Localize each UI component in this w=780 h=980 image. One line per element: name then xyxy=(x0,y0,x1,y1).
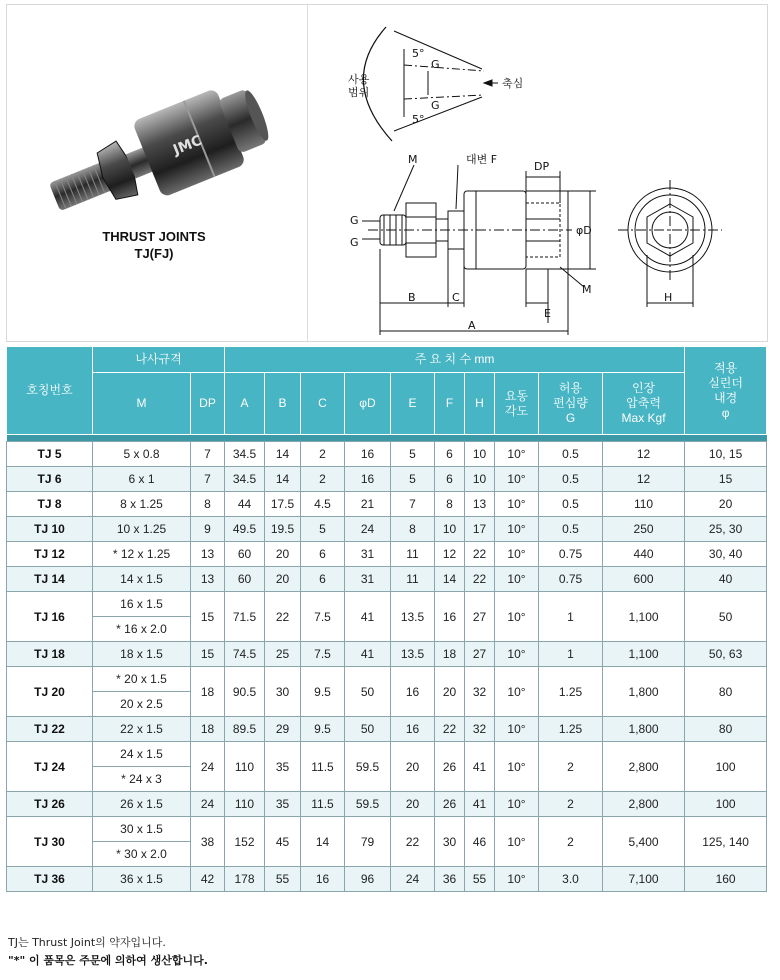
cell-m: * 16 x 2.0 xyxy=(93,617,191,642)
table-row xyxy=(7,467,767,492)
product-photo-panel xyxy=(7,5,308,341)
cell-load: 600 xyxy=(603,567,685,592)
cell-m: 6 x 1 xyxy=(93,467,191,492)
table-row xyxy=(7,742,767,767)
cell-model: TJ 5 xyxy=(7,442,93,467)
cell-e: 22 xyxy=(391,817,435,867)
cell-f: 8 xyxy=(435,492,465,517)
cell-f: 26 xyxy=(435,792,465,817)
header-f: F xyxy=(435,373,465,435)
cell-dp: 7 xyxy=(191,467,225,492)
cell-h: 46 xyxy=(465,817,495,867)
cell-ang: 10° xyxy=(495,792,539,817)
cell-f: 14 xyxy=(435,567,465,592)
cell-load: 440 xyxy=(603,542,685,567)
cell-dp: 18 xyxy=(191,667,225,717)
table-row xyxy=(7,442,767,467)
cell-m: 18 x 1.5 xyxy=(93,642,191,667)
footnote-abbreviation: TJ는 Thrust Joint의 약자입니다. xyxy=(8,936,166,949)
cell-c: 7.5 xyxy=(301,642,345,667)
label-e: E xyxy=(544,307,551,320)
cell-g: 2 xyxy=(539,742,603,792)
cell-load: 250 xyxy=(603,517,685,542)
cell-e: 16 xyxy=(391,717,435,742)
cell-b: 20 xyxy=(265,542,301,567)
cell-load: 1,100 xyxy=(603,642,685,667)
cell-e: 11 xyxy=(391,567,435,592)
cell-dp: 15 xyxy=(191,642,225,667)
cell-e: 11 xyxy=(391,542,435,567)
label-b: B xyxy=(408,291,416,304)
table-row xyxy=(7,642,767,667)
cell-c: 4.5 xyxy=(301,492,345,517)
cell-f: 26 xyxy=(435,742,465,792)
cell-d: 16 xyxy=(345,442,391,467)
cell-dp: 24 xyxy=(191,792,225,817)
cell-a: 49.5 xyxy=(225,517,265,542)
cell-load: 5,400 xyxy=(603,817,685,867)
cell-f: 36 xyxy=(435,867,465,892)
cell-cyl: 30, 40 xyxy=(685,542,767,567)
header-dims: 주 요 치 수 mm xyxy=(225,347,685,373)
table-row xyxy=(7,542,767,567)
header-model: 호칭번호 xyxy=(7,347,93,435)
header-b: B xyxy=(265,373,301,435)
cell-g: 0.5 xyxy=(539,467,603,492)
cell-ang: 10° xyxy=(495,592,539,642)
cell-load: 2,800 xyxy=(603,742,685,792)
cell-e: 13.5 xyxy=(391,642,435,667)
cell-g: 2 xyxy=(539,817,603,867)
cell-dp: 8 xyxy=(191,492,225,517)
cell-a: 60 xyxy=(225,542,265,567)
cell-c: 7.5 xyxy=(301,592,345,642)
cell-b: 45 xyxy=(265,817,301,867)
label-m: M xyxy=(408,153,418,166)
cell-c: 14 xyxy=(301,817,345,867)
cell-f: 6 xyxy=(435,467,465,492)
cell-cyl: 15 xyxy=(685,467,767,492)
header-c: C xyxy=(301,373,345,435)
cell-load: 1,800 xyxy=(603,717,685,742)
cell-c: 11.5 xyxy=(301,792,345,817)
cell-a: 152 xyxy=(225,817,265,867)
cell-a: 178 xyxy=(225,867,265,892)
cell-d: 59.5 xyxy=(345,742,391,792)
cell-f: 20 xyxy=(435,667,465,717)
cell-ang: 10° xyxy=(495,717,539,742)
cell-c: 6 xyxy=(301,567,345,592)
spec-table xyxy=(6,346,767,892)
cell-m: 24 x 1.5 xyxy=(93,742,191,767)
table-row xyxy=(7,867,767,892)
cell-b: 19.5 xyxy=(265,517,301,542)
cell-h: 22 xyxy=(465,542,495,567)
cell-model: TJ 36 xyxy=(7,867,93,892)
cell-cyl: 50 xyxy=(685,592,767,642)
cell-model: TJ 20 xyxy=(7,667,93,717)
cell-h: 17 xyxy=(465,517,495,542)
cell-model: TJ 14 xyxy=(7,567,93,592)
cell-load: 2,800 xyxy=(603,792,685,817)
cell-ang: 10° xyxy=(495,467,539,492)
cell-h: 32 xyxy=(465,717,495,742)
cell-model: TJ 12 xyxy=(7,542,93,567)
cell-model: TJ 16 xyxy=(7,592,93,642)
cell-b: 30 xyxy=(265,667,301,717)
cell-m: 20 x 2.5 xyxy=(93,692,191,717)
cell-load: 1,100 xyxy=(603,592,685,642)
cell-model: TJ 10 xyxy=(7,517,93,542)
cell-ang: 10° xyxy=(495,567,539,592)
table-row xyxy=(7,567,767,592)
cell-g: 0.5 xyxy=(539,517,603,542)
cell-dp: 9 xyxy=(191,517,225,542)
cell-h: 10 xyxy=(465,442,495,467)
header-e: E xyxy=(391,373,435,435)
cell-a: 110 xyxy=(225,792,265,817)
cell-a: 110 xyxy=(225,742,265,792)
brand-mark: JMC xyxy=(171,132,205,159)
label-dp: DP xyxy=(534,160,550,173)
label-axis: 축심 xyxy=(502,77,524,90)
thrust-joint-photo xyxy=(7,5,307,341)
cell-m: * 30 x 2.0 xyxy=(93,842,191,867)
cell-ang: 10° xyxy=(495,817,539,867)
cell-d: 79 xyxy=(345,817,391,867)
cell-load: 7,100 xyxy=(603,867,685,892)
table-row xyxy=(7,792,767,817)
cell-e: 20 xyxy=(391,742,435,792)
cell-dp: 13 xyxy=(191,567,225,592)
cell-b: 14 xyxy=(265,442,301,467)
cell-f: 18 xyxy=(435,642,465,667)
cell-c: 6 xyxy=(301,542,345,567)
cell-m: 26 x 1.5 xyxy=(93,792,191,817)
cell-c: 9.5 xyxy=(301,717,345,742)
cell-h: 41 xyxy=(465,792,495,817)
cell-f: 22 xyxy=(435,717,465,742)
label-phi-d: φD xyxy=(576,224,592,237)
cell-e: 7 xyxy=(391,492,435,517)
cell-cyl: 100 xyxy=(685,792,767,817)
cell-ang: 10° xyxy=(495,642,539,667)
figure-area xyxy=(6,4,768,342)
caption-code: TJ(FJ) xyxy=(134,246,174,261)
cell-model: TJ 24 xyxy=(7,742,93,792)
table-row xyxy=(7,517,767,542)
cell-h: 27 xyxy=(465,592,495,642)
cell-cyl: 20 xyxy=(685,492,767,517)
cell-m: 14 x 1.5 xyxy=(93,567,191,592)
cell-b: 22 xyxy=(265,592,301,642)
cell-h: 55 xyxy=(465,867,495,892)
cell-e: 24 xyxy=(391,867,435,892)
cell-m: 10 x 1.25 xyxy=(93,517,191,542)
cell-dp: 18 xyxy=(191,717,225,742)
cell-dp: 24 xyxy=(191,742,225,792)
cell-m: * 12 x 1.25 xyxy=(93,542,191,567)
header-eccentric: 허용 편심량 G xyxy=(539,373,603,435)
header-swing: 요동 각도 xyxy=(495,373,539,435)
cell-g: 0.75 xyxy=(539,542,603,567)
cell-b: 25 xyxy=(265,642,301,667)
cell-m: 22 x 1.5 xyxy=(93,717,191,742)
cell-a: 60 xyxy=(225,567,265,592)
cell-e: 5 xyxy=(391,467,435,492)
cell-h: 41 xyxy=(465,742,495,792)
cell-d: 41 xyxy=(345,642,391,667)
cell-model: TJ 22 xyxy=(7,717,93,742)
label-g-side-top: G xyxy=(350,214,359,227)
cell-ang: 10° xyxy=(495,492,539,517)
cell-ang: 10° xyxy=(495,542,539,567)
cell-e: 8 xyxy=(391,517,435,542)
cell-d: 21 xyxy=(345,492,391,517)
cell-f: 6 xyxy=(435,442,465,467)
cell-cyl: 50, 63 xyxy=(685,642,767,667)
cell-d: 16 xyxy=(345,467,391,492)
table-row xyxy=(7,817,767,842)
cell-d: 31 xyxy=(345,567,391,592)
footnote-order: "*" 이 품목은 주문에 의하여 생산합니다. xyxy=(8,954,208,967)
cell-cyl: 125, 140 xyxy=(685,817,767,867)
cell-b: 29 xyxy=(265,717,301,742)
cell-a: 90.5 xyxy=(225,667,265,717)
cell-h: 13 xyxy=(465,492,495,517)
cell-g: 0.5 xyxy=(539,442,603,467)
table-row xyxy=(7,717,767,742)
cell-cyl: 80 xyxy=(685,717,767,742)
cell-c: 11.5 xyxy=(301,742,345,792)
cell-b: 35 xyxy=(265,792,301,817)
label-range-2: 범위 xyxy=(348,86,370,99)
label-m-right: M xyxy=(582,283,592,296)
cell-c: 2 xyxy=(301,467,345,492)
cell-b: 20 xyxy=(265,567,301,592)
cell-load: 12 xyxy=(603,467,685,492)
cell-cyl: 25, 30 xyxy=(685,517,767,542)
cell-model: TJ 26 xyxy=(7,792,93,817)
cell-load: 12 xyxy=(603,442,685,467)
cell-m: * 24 x 3 xyxy=(93,767,191,792)
cell-c: 5 xyxy=(301,517,345,542)
cell-ang: 10° xyxy=(495,742,539,792)
cell-ang: 10° xyxy=(495,517,539,542)
cell-a: 44 xyxy=(225,492,265,517)
cell-dp: 15 xyxy=(191,592,225,642)
label-range-1: 사용 xyxy=(348,73,370,86)
technical-drawing xyxy=(308,5,767,341)
cell-ang: 10° xyxy=(495,667,539,717)
cell-m: 16 x 1.5 xyxy=(93,592,191,617)
cell-b: 14 xyxy=(265,467,301,492)
cell-d: 31 xyxy=(345,542,391,567)
label-g-bottom: G xyxy=(431,99,440,112)
cell-cyl: 100 xyxy=(685,742,767,792)
cell-a: 89.5 xyxy=(225,717,265,742)
header-a: A xyxy=(225,373,265,435)
cell-model: TJ 6 xyxy=(7,467,93,492)
cell-g: 0.75 xyxy=(539,567,603,592)
cell-dp: 7 xyxy=(191,442,225,467)
spec-table-body xyxy=(7,442,767,892)
cell-b: 35 xyxy=(265,742,301,792)
cell-load: 1,800 xyxy=(603,667,685,717)
header-thread: 나사규격 xyxy=(93,347,225,373)
cell-a: 34.5 xyxy=(225,467,265,492)
label-c: C xyxy=(452,291,460,304)
header-dp: DP xyxy=(191,373,225,435)
cell-e: 13.5 xyxy=(391,592,435,642)
cell-cyl: 40 xyxy=(685,567,767,592)
cell-model: TJ 18 xyxy=(7,642,93,667)
cell-g: 1 xyxy=(539,592,603,642)
cell-m: * 20 x 1.5 xyxy=(93,667,191,692)
cell-g: 1.25 xyxy=(539,667,603,717)
cell-load: 110 xyxy=(603,492,685,517)
cell-f: 12 xyxy=(435,542,465,567)
header-load: 인장 압축력 Max Kgf xyxy=(603,373,685,435)
table-row xyxy=(7,492,767,517)
cell-g: 1.25 xyxy=(539,717,603,742)
cell-d: 24 xyxy=(345,517,391,542)
cell-g: 1 xyxy=(539,642,603,667)
cell-f: 30 xyxy=(435,817,465,867)
cell-c: 9.5 xyxy=(301,667,345,717)
caption-title: THRUST JOINTS xyxy=(102,229,206,244)
cell-a: 71.5 xyxy=(225,592,265,642)
cell-dp: 13 xyxy=(191,542,225,567)
cell-h: 32 xyxy=(465,667,495,717)
cell-d: 59.5 xyxy=(345,792,391,817)
cell-model: TJ 8 xyxy=(7,492,93,517)
cell-model: TJ 30 xyxy=(7,817,93,867)
cell-ang: 10° xyxy=(495,867,539,892)
cell-g: 0.5 xyxy=(539,492,603,517)
cell-d: 96 xyxy=(345,867,391,892)
cell-m: 30 x 1.5 xyxy=(93,817,191,842)
cell-dp: 42 xyxy=(191,867,225,892)
cell-e: 5 xyxy=(391,442,435,467)
label-g-side-bottom: G xyxy=(350,236,359,249)
cell-f: 16 xyxy=(435,592,465,642)
label-angle-bottom: 5° xyxy=(412,113,425,126)
header-separator xyxy=(7,435,767,442)
cell-g: 2 xyxy=(539,792,603,817)
label-a: A xyxy=(468,319,476,332)
label-angle-top: 5° xyxy=(412,47,425,60)
cell-m: 8 x 1.25 xyxy=(93,492,191,517)
cell-h: 27 xyxy=(465,642,495,667)
cell-a: 34.5 xyxy=(225,442,265,467)
cell-h: 10 xyxy=(465,467,495,492)
header-h: H xyxy=(465,373,495,435)
cell-c: 16 xyxy=(301,867,345,892)
cell-b: 55 xyxy=(265,867,301,892)
label-flat-f: 대변 F xyxy=(466,153,498,166)
cell-d: 50 xyxy=(345,667,391,717)
cell-a: 74.5 xyxy=(225,642,265,667)
header-d: φD xyxy=(345,373,391,435)
technical-drawing-panel xyxy=(308,5,767,341)
cell-e: 20 xyxy=(391,792,435,817)
label-h: H xyxy=(664,291,673,304)
cell-h: 22 xyxy=(465,567,495,592)
cell-ang: 10° xyxy=(495,442,539,467)
cell-cyl: 10, 15 xyxy=(685,442,767,467)
header-m: M xyxy=(93,373,191,435)
product-caption xyxy=(79,228,229,262)
header-cylinder: 적용 실린더 내경 φ xyxy=(685,347,767,435)
cell-e: 16 xyxy=(391,667,435,717)
cell-d: 41 xyxy=(345,592,391,642)
table-row xyxy=(7,667,767,692)
cell-d: 50 xyxy=(345,717,391,742)
cell-b: 17.5 xyxy=(265,492,301,517)
cell-cyl: 160 xyxy=(685,867,767,892)
cell-g: 3.0 xyxy=(539,867,603,892)
cell-f: 10 xyxy=(435,517,465,542)
table-row xyxy=(7,592,767,617)
cell-m: 36 x 1.5 xyxy=(93,867,191,892)
cell-m: 5 x 0.8 xyxy=(93,442,191,467)
cell-cyl: 80 xyxy=(685,667,767,717)
cell-dp: 38 xyxy=(191,817,225,867)
label-g-top: G xyxy=(431,58,440,71)
cell-c: 2 xyxy=(301,442,345,467)
